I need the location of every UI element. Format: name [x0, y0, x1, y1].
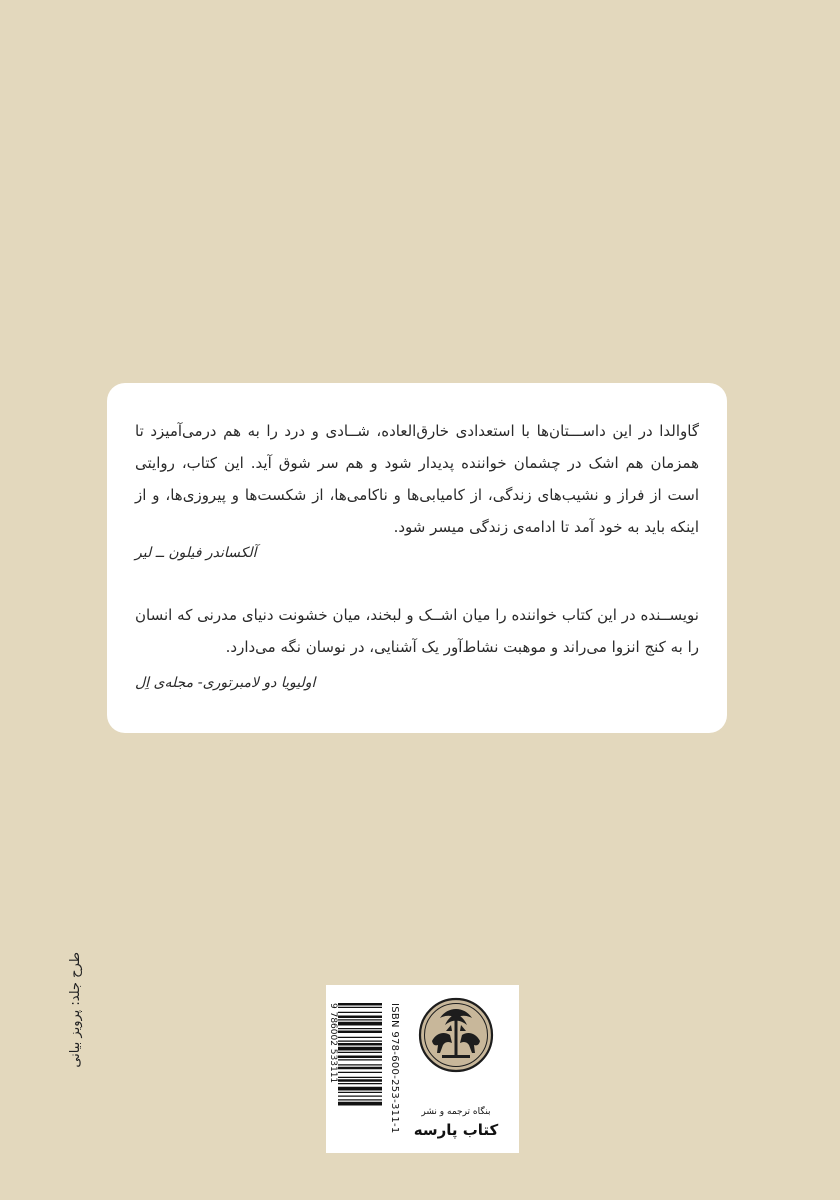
barcode-bar — [338, 1056, 382, 1059]
barcode-bar — [338, 1041, 382, 1042]
barcode-digits: 9 786002 533111 — [328, 1003, 338, 1084]
barcode-publisher-box — [326, 985, 519, 1153]
barcode-bar — [338, 1072, 382, 1073]
barcode-bar — [338, 1003, 382, 1006]
review-paragraph-2: نویســنده در این کتاب خواننده را میان اشــک و لبخند، میان خشونت دنیای مدرنی که انسان را به کنج انزوا می‌راند و موهبت نشاط‌آور یک آشنایی، در نوسان نگه می‌دارد. — [135, 606, 699, 656]
barcode-bar — [338, 1028, 382, 1029]
barcode-bar — [338, 1079, 382, 1082]
barcode-bar — [338, 1083, 382, 1084]
barcode-bar — [338, 1022, 382, 1026]
barcode-bar — [338, 1102, 382, 1106]
review-paragraph-1: گاوالدا در این داســـتان‌ها با استعدادی خارق‌العاده، شــادی و درد را به هم درمی‌آمیزد تا همزمان هم اشک در چشمان خواننده پدیدار شود و هم سر شوق آید. این کتاب، روایتی است از فراز و نشیب‌های زندگی، از کامیابی‌ها و ناکامی‌ها، از شکست‌ها و پیروزی‌ها، و از اینکه باید به خود آمد تا ادامه‌ی زندگی میسر شود. — [135, 422, 699, 536]
cover-designer-text: طرح جلد: پرویز بیانی — [67, 952, 83, 1068]
barcode-bar — [338, 1099, 382, 1100]
barcode-bar — [338, 1067, 382, 1070]
barcode-bar — [338, 1019, 382, 1020]
barcode-bar — [338, 1043, 382, 1046]
barcode-bar — [338, 1037, 382, 1038]
barcode-bar — [338, 1007, 382, 1008]
blurb-panel — [107, 383, 727, 733]
barcode-bar — [338, 1087, 382, 1091]
barcode-bar — [338, 1092, 382, 1093]
publisher-name: کتاب پارسه — [413, 1121, 499, 1139]
barcode-bar — [338, 1031, 382, 1034]
barcode-bar — [338, 1052, 382, 1053]
persepolis-lamassu-emblem-icon — [418, 997, 494, 1073]
barcode-bar — [338, 1077, 382, 1078]
barcode-bar — [338, 1016, 382, 1019]
review-attribution-1: آلکساندر فیلون ــ لیر — [135, 545, 257, 561]
barcode-bar — [338, 1096, 382, 1097]
barcode-bar — [338, 1012, 382, 1013]
publisher-subtitle: بنگاه ترجمه و نشر — [421, 1107, 491, 1117]
barcode-bar — [338, 1064, 382, 1065]
barcode-bar — [338, 1047, 382, 1051]
barcode-icon — [338, 1003, 382, 1133]
review-attribution-2: اولیویا دو لامبرتوری- مجله‌ی اِل — [135, 675, 316, 691]
cover-designer-credit — [64, 945, 86, 1075]
barcode-bar — [338, 1059, 382, 1060]
isbn-number: ISBN 978-600-253-311-1 — [389, 1003, 400, 1134]
